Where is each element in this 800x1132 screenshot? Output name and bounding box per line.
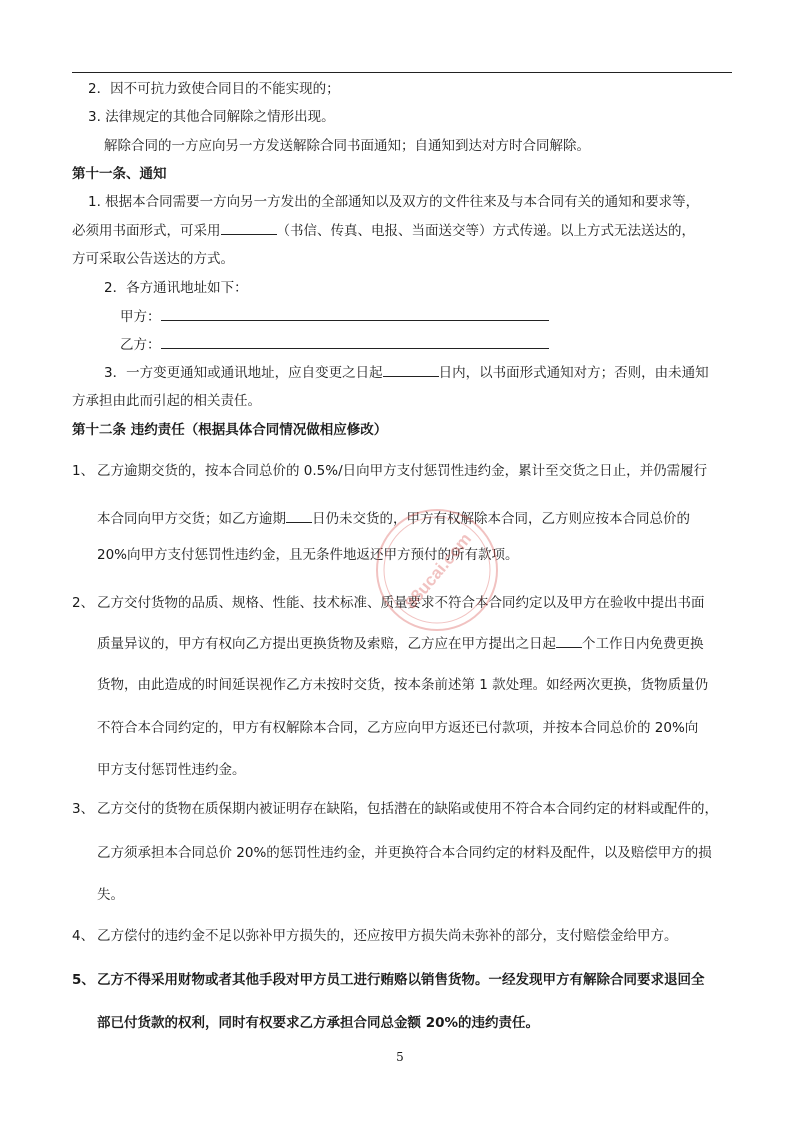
party-b-address-blank[interactable] <box>161 334 549 349</box>
party-a-address-blank[interactable] <box>161 306 549 321</box>
clause-10-termination-note: 解除合同的一方应向另一方发送解除合同书面通知；自通知到达对方时合同解除。 <box>104 138 590 154</box>
clause-12-item-3-line-3: 失。 <box>97 887 124 903</box>
clause-11-item-3-cont: 方承担由此而引起的相关责任。 <box>72 393 261 409</box>
header-rule <box>72 72 732 73</box>
clause-11-item-2: 2．各方通讯地址如下： <box>104 280 248 296</box>
clause-12-item-2-line-2 <box>97 633 704 654</box>
text-segment: 日内，以书面形式通知对方；否则，由未通知 <box>438 365 709 381</box>
watermark-seal <box>372 505 502 635</box>
fill-blank[interactable] <box>383 362 439 377</box>
watermark-text: 88ucai.com <box>401 529 476 613</box>
clause-12-item-2-line-3: 货物，由此造成的时间延误视作乙方未按时交货，按本条前述第 1 款处理。如经两次更换，货物质量仍 <box>97 677 709 693</box>
clause-12-item-3-line-1: 乙方交付的货物在质保期内被证明存在缺陷，包括潜在的缺陷或使用不符合本合同约定的材料或配件的， <box>97 801 718 817</box>
text-segment: （书信、传真、电报、当面送交等）方式传递。以上方式无法送达的， <box>276 223 695 239</box>
clause-12-item-5-line-1: 乙方不得采用财物或者其他手段对甲方员工进行贿赂以销售货物。一经发现甲方有解除合同要求退回全 <box>97 972 705 988</box>
party-b-address-row <box>120 334 549 355</box>
item-number: 4、 <box>72 928 95 944</box>
party-a-label: 甲方： <box>120 309 161 325</box>
item-number: 2、 <box>72 595 95 611</box>
item-number: 1、 <box>72 463 95 479</box>
clause-12-item-2-line-1: 乙方交付货物的品质、规格、性能、技术标准、质量要求不符合本合同约定以及甲方在验收中提出书面 <box>97 595 705 611</box>
section-12-heading: 第十二条 违约责任（根据具体合同情况做相应修改） <box>72 422 388 438</box>
fill-blank[interactable] <box>556 633 582 648</box>
clause-12-item-1-line-3: 20%向甲方支付惩罚性违约金，且无条件地返还甲方预付的所有款项。 <box>97 547 519 563</box>
item-number: 3、 <box>72 801 95 817</box>
page-number: 5 <box>396 1050 404 1064</box>
clause-10-item-3: 3. 法律规定的其他合同解除之情形出现。 <box>88 109 335 125</box>
clause-10-item-2: 2．因不可抗力致使合同目的不能实现的； <box>88 81 340 97</box>
party-b-label: 乙方： <box>120 337 161 353</box>
text-segment: 3．一方变更通知或通讯地址，应自变更之日起 <box>104 365 383 381</box>
clause-12-item-3-line-2: 乙方须承担本合同总价 20%的惩罚性违约金，并更换符合本合同约定的材料及配件，以及赔偿甲方的损 <box>97 845 712 861</box>
clause-12-item-2-line-5: 甲方支付惩罚性违约金。 <box>97 762 246 778</box>
clause-11-item-1-cont <box>72 220 695 241</box>
text-segment: 个工作日内免费更换 <box>582 636 704 652</box>
party-a-address-row <box>120 306 549 327</box>
clause-11-item-3 <box>104 362 709 383</box>
text-segment: 必须用书面形式，可采用 <box>72 223 221 239</box>
text-segment: 质量异议的，甲方有权向乙方提出更换货物及索赔，乙方应在甲方提出之日起 <box>97 636 556 652</box>
clause-12-item-1-line-1: 乙方逾期交货的，按本合同总价的 0.5%/日向甲方支付惩罚性违约金，累计至交货之日止，并仍需履行 <box>97 463 708 479</box>
section-11-heading: 第十一条、通知 <box>72 166 167 182</box>
clause-12-item-5-line-2: 部已付货款的权利，同时有权要求乙方承担合同总金额 20%的违约责任。 <box>97 1015 540 1031</box>
fill-blank[interactable] <box>221 220 277 235</box>
clause-11-item-1: 1. 根据本合同需要一方向另一方发出的全部通知以及双方的文件往来及与本合同有关的通知和要求等， <box>88 194 700 210</box>
fill-blank[interactable] <box>286 508 312 523</box>
clause-12-item-2-line-4: 不符合本合同约定的，甲方有权解除本合同，乙方应向甲方返还已付款项，并按本合同总价的 20%向 <box>97 720 699 736</box>
item-number: 5、 <box>72 972 95 988</box>
text-segment: 日仍未交货的，甲方有权解除本合同，乙方则应按本合同总价的 <box>312 511 690 527</box>
clause-12-item-4-line-1: 乙方偿付的违约金不足以弥补甲方损失的，还应按甲方损失尚未弥补的部分，支付赔偿金给甲方。 <box>97 928 678 944</box>
text-segment: 本合同向甲方交货；如乙方逾期 <box>97 511 286 527</box>
clause-11-item-1-end: 方可采取公告送达的方式。 <box>72 251 234 267</box>
